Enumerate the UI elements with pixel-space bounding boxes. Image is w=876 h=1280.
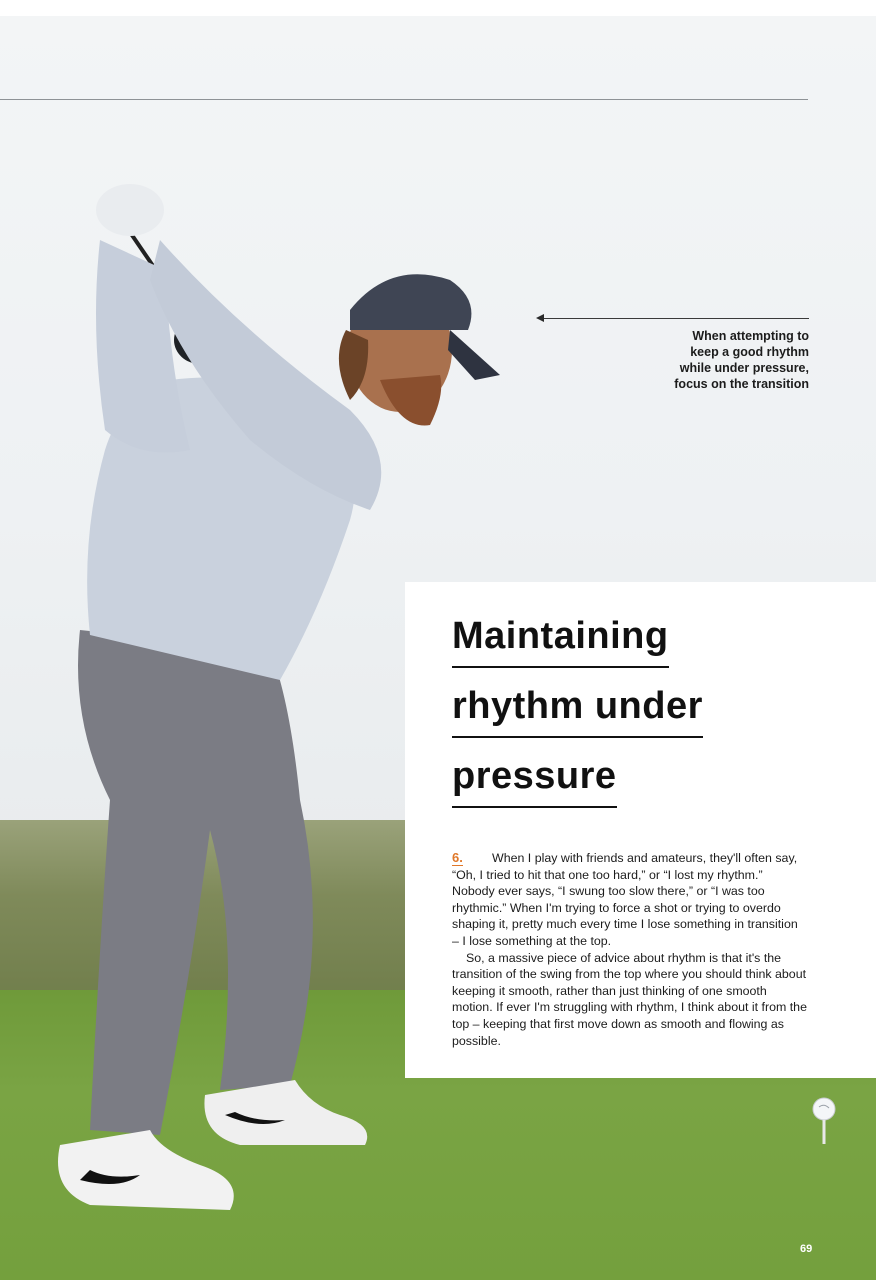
caption-line: keep a good rhythm: [690, 345, 809, 359]
headline-line: rhythm under: [452, 682, 703, 738]
photo-caption: [609, 328, 809, 392]
article-paragraph-2: So, a massive piece of advice about rhythm is that it's the transition of the swing from the top where you should think about keeping it smooth, rather than just thinking of one smooth motion. If ever I'm struggling with rhythm, I think about it from the top – keeping that first move down as smooth and flowing as possible.: [452, 950, 807, 1048]
headline-line: Maintaining: [452, 612, 669, 668]
top-rule: [0, 99, 808, 100]
caption-line: while under pressure,: [679, 361, 809, 375]
article-paragraph-1: When I play with friends and amateurs, they'll often say, “Oh, I tried to hit that one too hard,” or “I lost my rhythm.” Nobody ever says, “I swung too slow there,” or “I was too rhythmic.” When I'm trying to force a shot or trying to overdo shaping it, pretty much every time I lose something in transition – I lose something at the top.: [452, 851, 798, 948]
caption-arrow-icon: [536, 314, 544, 322]
caption-line: focus on the transition: [674, 377, 809, 391]
headline-line: pressure: [452, 752, 617, 808]
top-margin: [0, 0, 876, 16]
caption-pointer-line: [540, 318, 809, 319]
caption-line: When attempting to: [692, 329, 809, 343]
page-number: 69: [800, 1243, 813, 1255]
article-headline: [452, 612, 852, 822]
tip-number-text: 6.: [452, 850, 463, 865]
tip-number: [452, 850, 492, 867]
article-body: [452, 850, 808, 1049]
golf-ball-icon: [811, 1097, 837, 1147]
